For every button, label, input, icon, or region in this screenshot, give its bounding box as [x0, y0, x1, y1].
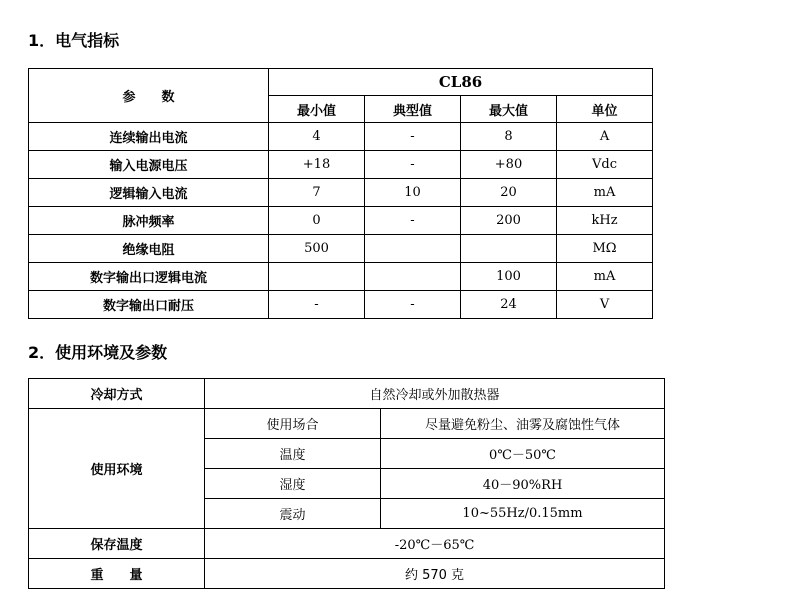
row-typ: 10: [365, 179, 461, 207]
table-row: [29, 529, 665, 559]
cooling-label: 冷却方式: [29, 379, 205, 409]
env-item-name: 使用场合: [205, 409, 381, 439]
row-name: 逻辑输入电流: [29, 179, 269, 207]
env-item-value: 0℃－50℃: [381, 439, 665, 469]
row-min: [269, 263, 365, 291]
row-unit: Vdc: [557, 151, 653, 179]
row-max: [461, 235, 557, 263]
storage-label: 保存温度: [29, 529, 205, 559]
col-max-header: 最大值: [461, 96, 557, 123]
row-max: 100: [461, 263, 557, 291]
row-max: 200: [461, 207, 557, 235]
row-typ: -: [365, 123, 461, 151]
row-min: +18: [269, 151, 365, 179]
table-row: [29, 379, 665, 409]
env-item-name: 湿度: [205, 469, 381, 499]
row-max: 24: [461, 291, 557, 319]
table-row: [29, 291, 653, 319]
row-typ: -: [365, 207, 461, 235]
row-unit: mA: [557, 263, 653, 291]
row-min: 7: [269, 179, 365, 207]
row-min: 4: [269, 123, 365, 151]
cooling-value: 自然冷却或外加散热器: [205, 379, 665, 409]
row-max: 20: [461, 179, 557, 207]
model-header: CL86: [269, 69, 653, 96]
row-max: +80: [461, 151, 557, 179]
row-typ: -: [365, 151, 461, 179]
table-header-row: [29, 69, 653, 96]
row-unit: MΩ: [557, 235, 653, 263]
col-unit-header: 单位: [557, 96, 653, 123]
row-min: 0: [269, 207, 365, 235]
table-row: [29, 123, 653, 151]
env-item-name: 温度: [205, 439, 381, 469]
table-row: [29, 179, 653, 207]
environment-label: 使用环境: [29, 409, 205, 529]
electrical-spec-table: [28, 68, 653, 319]
table-row: [29, 263, 653, 291]
row-typ: -: [365, 291, 461, 319]
env-item-value: 40－90%RH: [381, 469, 665, 499]
weight-value: 约 570 克: [205, 559, 665, 589]
table-row: [29, 559, 665, 589]
row-unit: mA: [557, 179, 653, 207]
storage-value: -20℃－65℃: [205, 529, 665, 559]
row-min: 500: [269, 235, 365, 263]
col-min-header: 最小值: [269, 96, 365, 123]
row-unit: kHz: [557, 207, 653, 235]
row-min: -: [269, 291, 365, 319]
row-name: 数字输出口耐压: [29, 291, 269, 319]
row-unit: A: [557, 123, 653, 151]
row-typ: [365, 263, 461, 291]
weight-label: 重 量: [29, 559, 205, 589]
env-item-name: 震动: [205, 499, 381, 529]
section2-title: 2．使用环境及参数: [28, 343, 168, 362]
table-row: [29, 409, 665, 439]
row-name: 脉冲频率: [29, 207, 269, 235]
row-unit: V: [557, 291, 653, 319]
row-name: 数字输出口逻辑电流: [29, 263, 269, 291]
table-row: [29, 151, 653, 179]
section1-title: 1．电气指标: [28, 31, 120, 50]
col-typ-header: 典型值: [365, 96, 461, 123]
row-name: 连续输出电流: [29, 123, 269, 151]
env-item-value: 尽量避免粉尘、油雾及腐蚀性气体: [381, 409, 665, 439]
environment-table: [28, 378, 665, 589]
table-row: [29, 235, 653, 263]
env-item-value: 10~55Hz/0.15mm: [381, 499, 665, 529]
row-max: 8: [461, 123, 557, 151]
row-name: 输入电源电压: [29, 151, 269, 179]
row-name: 绝缘电阻: [29, 235, 269, 263]
row-typ: [365, 235, 461, 263]
param-header: 参 数: [29, 69, 269, 123]
table-row: [29, 207, 653, 235]
